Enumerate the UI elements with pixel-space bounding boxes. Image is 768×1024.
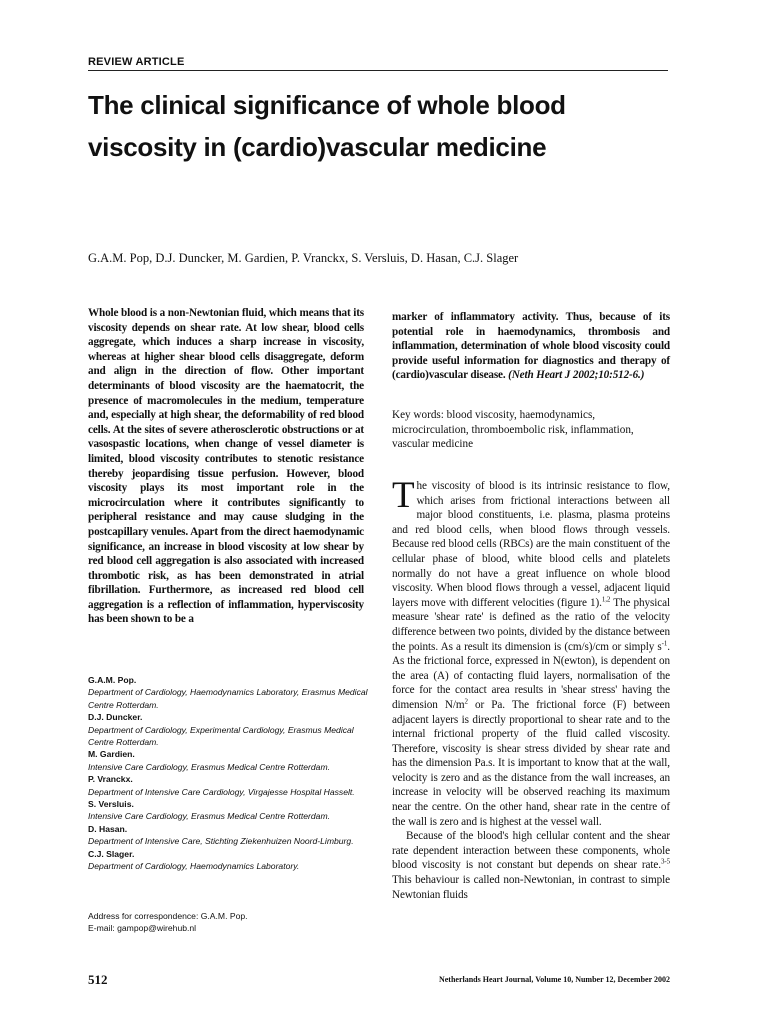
header-rule — [88, 70, 668, 71]
affiliation-entry — [88, 848, 378, 873]
correspondence-address: Address for correspondence: G.A.M. Pop. — [88, 911, 248, 921]
affiliation-name: S. Versluis. — [88, 799, 134, 810]
affiliation-entry — [88, 823, 378, 848]
affiliation-name: M. Gardien. — [88, 749, 135, 760]
keywords: Key words: blood viscosity, haemodynamics, microcirculation, thromboembolic risk, inflammation, vascular medicine — [392, 409, 634, 451]
affiliations — [88, 674, 378, 873]
abstract-citation: (Neth Heart J 2002;10:512-6.) — [508, 369, 645, 382]
affiliation-department: Department of Intensive Care, Stichting Ziekenhuizen Noord-Limburg. — [88, 836, 354, 847]
affiliation-entry — [88, 748, 378, 773]
body-text: Because of the blood's high cellular content and the shear rate dependent interaction between these components, whole blood viscosity is not constant but depends on shear rate. — [392, 830, 670, 872]
section-label: REVIEW ARTICLE — [88, 56, 185, 68]
exponent: 2 — [464, 697, 468, 706]
body-text: or Pa. The frictional force (F) between adjacent layers is directly proportional to shear rate and to the internal frictional property of the fluid called viscosity. Therefore, viscosity is shear stress divided by shear rate and has the dimension Pa.s. It is important to know that at the wall, velocity is zero and as the distance from the wall increases, an increase in velocity will be observed reaching its maximum near the centre. On the other hand, shear rate in the centre of the wall is zero and is highest at the vessel wall. — [392, 698, 670, 828]
affiliation-entry — [88, 798, 378, 823]
affiliation-name: D. Hasan. — [88, 823, 128, 834]
exponent: -1 — [661, 638, 668, 647]
affiliation-department: Department of Cardiology, Haemodynamics Laboratory, Erasmus Medical Centre Rotterdam. — [88, 687, 368, 710]
abstract-continuation — [392, 310, 670, 383]
body-paragraph — [392, 475, 670, 829]
correspondence — [88, 910, 378, 935]
page-number: 512 — [88, 972, 108, 987]
body-text-column — [392, 475, 670, 902]
affiliation-entry — [88, 773, 378, 798]
body-text: he viscosity of blood is its intrinsic resistance to flow, which arises from frictional interactions between all major blood constituents, i.e. plasma, plasma proteins and red blood cells, when blood flows through vessels. Because red blood cells (RBCs) are the main constituent of the cellular phase of blood, white blood cells and platelets normally do not have a great influence on whole blood viscosity. When blood flows through a vessel, adjacent liquid layers move with different velocities (figure 1). — [392, 480, 670, 609]
abstract-left-column — [88, 306, 364, 627]
article-title: The clinical significance of whole blood viscosity in (cardio)vascular medicine — [88, 90, 566, 162]
reference-marker: 3-5 — [660, 857, 670, 866]
body-text: . As the frictional force, expressed in N(ewton), is dependent on the area (A) of contacting fluid layers, normalisation of the force for the contact area results in 'shear stress' having the dimension N/m — [392, 640, 670, 711]
affiliation-name: D.J. Duncker. — [88, 712, 143, 723]
abstract-continuation-text: marker of inflammatory activity. Thus, because of its potential role in haemodynamics, thrombosis and inflammation, determination of whole blood viscosity could provide useful information for diagnostics and therapy of (cardio)vascular disease. — [392, 311, 670, 382]
affiliation-entry — [88, 711, 378, 748]
affiliation-name: C.J. Slager. — [88, 848, 135, 859]
affiliation-entry — [88, 674, 378, 711]
correspondence-email[interactable]: E-mail: gampop@wirehub.nl — [88, 923, 197, 934]
affiliation-department: Department of Intensive Care Cardiology, Virgajesse Hospital Hasselt. — [88, 786, 355, 797]
abstract-text: Whole blood is a non-Newtonian fluid, which means that its viscosity depends on shear rate. At low shear, blood cells aggregate, which induces a sharp increase in viscosity, whereas at higher shear blood cells disaggregate, deform and align in the direction of flow. Other important determinants of blood viscosity are the haematocrit, the presence of macromolecules in the medium, temperature and, especially at high shear, the deformability of red blood cells. At the sites of severe atherosclerotic obstructions or at vasospastic locations, when change of vessel diameter is limited, blood viscosity contributes to stenotic resistance thereby jeopardising tissue perfusion. However, blood viscosity plays its most important role in the microcirculation where it contributes significantly to peripheral resistance and may cause sludging in the postcapillary venules. Apart from the direct haemodynamic significance, an increase in blood viscosity at low shear by red blood cell aggregation is also associated with increased thrombotic risk, as has been demonstrated in atrial fibrillation. Furthermore, as increased red blood cell aggregation is a reflection of inflammation, hyperviscosity has been shown to be a — [88, 307, 364, 626]
affiliation-department: Department of Cardiology, Haemodynamics Laboratory. — [88, 861, 300, 872]
drop-cap: T — [392, 475, 415, 516]
body-text: The physical measure 'shear rate' is defined as the ratio of the velocity difference between two points, divided by the distance between the points. As a result its dimension is (cm/s)/cm or simply s — [392, 596, 670, 653]
affiliation-department: Intensive Care Cardiology, Erasmus Medical Centre Rotterdam. — [88, 761, 330, 772]
journal-footer: Netherlands Heart Journal, Volume 10, Number 12, December 2002 — [438, 975, 670, 984]
author-list: G.A.M. Pop, D.J. Duncker, M. Gardien, P. Vranckx, S. Versluis, D. Hasan, C.J. Slager — [88, 251, 519, 265]
affiliation-department: Department of Cardiology, Experimental Cardiology, Erasmus Medical Centre Rotterdam. — [88, 724, 354, 748]
abstract-right-column — [392, 310, 670, 383]
affiliation-department: Intensive Care Cardiology, Erasmus Medical Centre Rotterdam. — [88, 811, 330, 822]
reference-marker: 1,2 — [601, 595, 611, 604]
body-text: This behaviour is called non-Newtonian, in contrast to simple Newtonian fluids — [392, 874, 670, 901]
affiliation-name: G.A.M. Pop. — [88, 675, 137, 685]
body-paragraph — [392, 829, 670, 902]
affiliation-name: P. Vranckx. — [88, 774, 133, 785]
